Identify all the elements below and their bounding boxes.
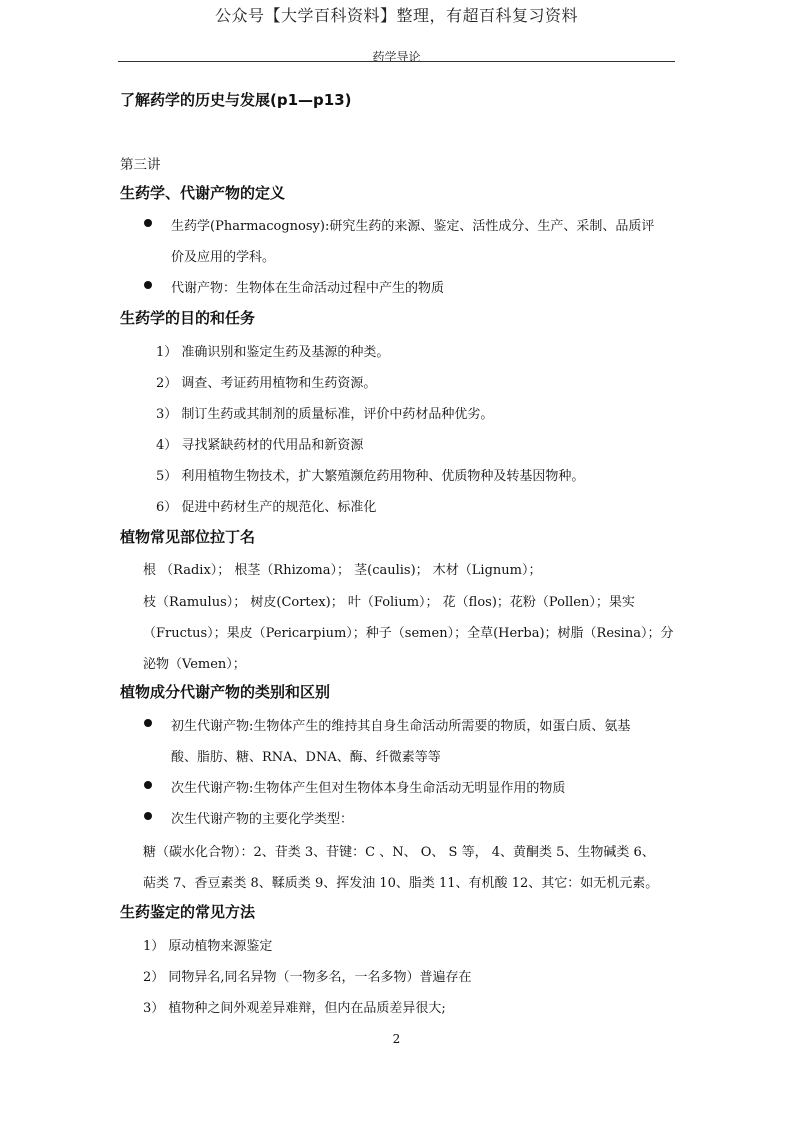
definition-pharmacognosy-line2: 价及应用的学科。 [171, 250, 276, 265]
goal-item: 3） 制订生药或其制剂的质量标准，评价中药材品种优劣。 [156, 407, 494, 422]
section-heading-metabolites: 植物成分代谢产物的类别和区别 [120, 683, 331, 701]
section-heading-goals: 生药学的目的和任务 [120, 309, 256, 327]
bullet-icon [144, 812, 152, 820]
page-number: 2 [392, 1032, 401, 1046]
metabolite-types-line2: 萜类 7、香豆素类 8、鞣质类 9、挥发油 10、脂类 11、有机酸 12、其它：如无机元素。 [143, 876, 659, 891]
section-heading-identification: 生药鉴定的常见方法 [120, 903, 256, 921]
latin-names-line: （Fructus）；果皮（Pericarpium）；种子（semen）；全草(Herba)；树脂（Resina）；分 [143, 626, 674, 641]
identification-item: 3） 植物种之间外观差异难辩，但内在品质差异很大; [143, 1001, 446, 1016]
header-divider [118, 61, 675, 62]
latin-names-line: 枝（Ramulus）； 树皮(Cortex)； 叶（Folium）； 花（flos)；花粉（Pollen）；果实 [143, 595, 635, 610]
bullet-icon [144, 281, 152, 289]
bullet-icon [144, 219, 152, 227]
goal-item: 2） 调查、考证药用植物和生药资源。 [156, 376, 377, 391]
definition-pharmacognosy-line1: 生药学(Pharmacognosy):研究生药的来源、鉴定、活性成分、生产、采制、品质评 [171, 219, 655, 234]
main-heading: 了解药学的历史与发展(p1—p13) [120, 91, 352, 109]
identification-item: 2） 同物异名,同名异物（一物多名，一名多物）普遍存在 [143, 970, 472, 985]
section-heading-latin-names: 植物常见部位拉丁名 [120, 528, 256, 546]
secondary-metabolite: 次生代谢产物:生物体产生但对生物体本身生命活动无明显作用的物质 [171, 781, 566, 796]
goal-item: 5） 利用植物生物技术，扩大繁殖濒危药用物种、优质物种及转基因物种。 [156, 469, 585, 484]
latin-names-line: 泌物（Vemen）； [143, 657, 246, 672]
definition-metabolite: 代谢产物：生物体在生命活动过程中产生的物质 [171, 281, 445, 296]
running-header-title: 药学导论 [372, 50, 421, 64]
secondary-metabolite-types: 次生代谢产物的主要化学类型： [171, 812, 354, 827]
bullet-icon [144, 781, 152, 789]
goal-item: 1） 准确识别和鉴定生药及基源的种类。 [156, 345, 390, 360]
lecture-label: 第三讲 [120, 157, 161, 173]
primary-metabolite-line2: 酸、脂肪、糖、RNA、DNA、酶、纤微素等等 [171, 750, 441, 765]
bullet-icon [144, 719, 152, 727]
metabolite-types-line1: 糖（碳水化合物）：2、苷类 3、苷键：C 、N、 O、 S 等， 4、黄酮类 5、生物碱类 6、 [143, 845, 655, 860]
watermark-text: 公众号【大学百科资料】整理，有超百科复习资料 [214, 6, 578, 25]
goal-item: 4） 寻找紧缺药材的代用品和新资源 [156, 438, 364, 453]
goal-item: 6） 促进中药材生产的规范化、标准化 [156, 500, 377, 515]
identification-item: 1） 原动植物来源鉴定 [143, 939, 273, 954]
section-heading-definitions: 生药学、代谢产物的定义 [120, 184, 286, 202]
primary-metabolite-line1: 初生代谢产物:生物体产生的维持其自身生命活动所需要的物质，如蛋白质、氨基 [171, 719, 631, 734]
latin-names-line: 根 （Radix）； 根茎（Rhizoma）； 茎(caulis)； 木材（Lignum）； [143, 563, 542, 578]
